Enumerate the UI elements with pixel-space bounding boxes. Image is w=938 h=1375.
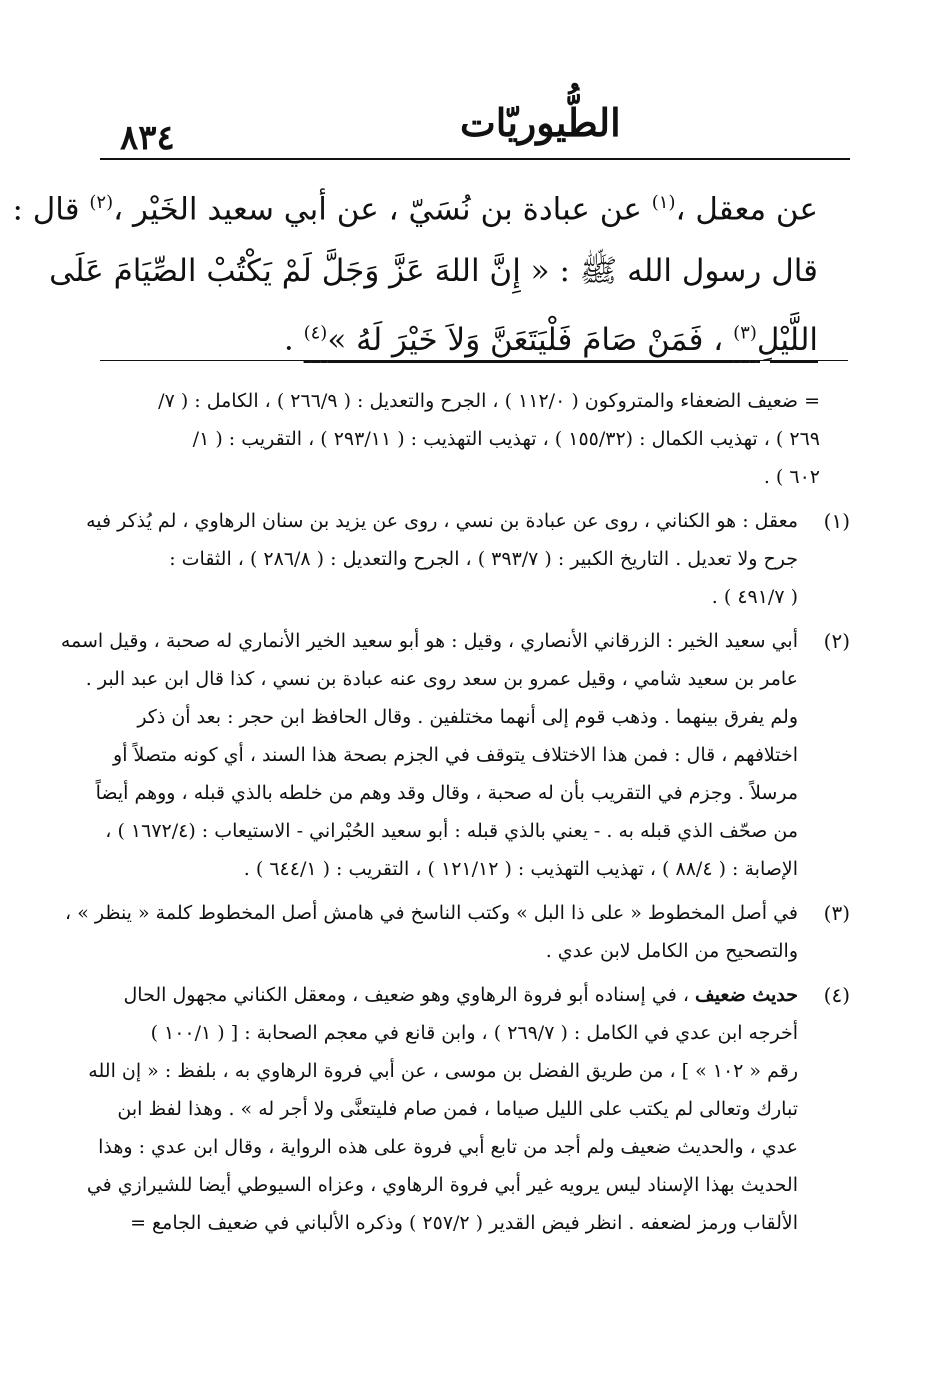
footnote-line: مرسلاً . وجزم في التقريب بأن له صحبة ، وقال وقد وهم من خلطه بالذي قبله ، ووهم أيضاً xyxy=(95,782,798,804)
footnote-line: والتصحيح من الكامل لابن عدي . xyxy=(545,940,798,962)
footnote-line: رقم « ١٠٢ » ] ، من طريق الفضل بن موسى ، عن أبي فروة الرهاوي به ، بلفظ : « إن الله xyxy=(88,1060,798,1082)
footnote-line: في أصل المخطوط « على ذا البل » وكتب الناسخ في هامش أصل المخطوط كلمة « ينظر » ، xyxy=(65,902,798,924)
footnote-line: اختلافهم ، قال : فمن هذا الاختلاف يتوقف في الجزم بصحة هذا السند ، أي كونه متصلاً أو xyxy=(113,744,798,766)
footnote-number: (١) xyxy=(823,509,850,533)
footnote-item xyxy=(86,502,850,616)
footnote-line: أبي سعيد الخير : الزرقاني الأنصاري ، وقيل : هو أبو سعيد الخير الأنماري له صحبة ، وقيل اسمه xyxy=(60,630,798,652)
footnote-item xyxy=(86,976,850,1242)
book-title: الطُّيوريّات xyxy=(460,100,621,145)
footnotes xyxy=(60,382,850,1248)
footnotes-divider xyxy=(100,360,848,361)
footnote-line: حديث ضعيف ، في إسناده أبو فروة الرهاوي وهو ضعيف ، ومعقل الكناني مجهول الحال xyxy=(123,984,798,1006)
footnote-line: الألقاب ورمز لضعفه . انظر فيض القدير ( ٢٥٧/٢ ) وذكره الألباني في ضعيف الجامع = xyxy=(130,1212,798,1234)
footnote-line: ٦٠٢ ) . xyxy=(763,466,820,488)
main-text-line: اللَّيْلِ$^{(٣)}$ ، فَمَنْ صَامَ فَلْيَتَعَنَّ وَلاَ خَيْرَ لَهُ »$^{(٤)}$ . xyxy=(283,321,818,358)
footnote-line: ٢٦٩ ) ، تهذيب الكمال : (١٥٥/٣٢ ) ، تهذيب التهذيب : ( ٢٩٣/١١ ) ، التقريب : ( ١/ xyxy=(192,428,820,450)
footnote-line: عدي ، والحديث ضعيف ولم أجد من تابع أبي فروة على هذه الرواية ، وقال ابن عدي : وهذا xyxy=(98,1136,798,1158)
page-header xyxy=(100,96,850,160)
main-hadith-text xyxy=(12,172,818,371)
footnote-line: أخرجه ابن عدي في الكامل : ( ٢٦٩/٧ ) ، وابن قانع في معجم الصحابة : [ ( ١٠٠/١ ) xyxy=(150,1022,798,1044)
footnote-line: الإصابة : ( ٨٨/٤ ) ، تهذيب التهذيب : ( ١٢١/١٢ ) ، التقريب : ( ٦٤٤/١ ) . xyxy=(243,858,798,880)
footnote-continuation xyxy=(98,382,850,496)
footnote-line: من صحّف الذي قبله به . - يعني بالذي قبله : أبو سعيد الحُبْراني - الاستيعاب : (١٦٧٢/٤ ) ، xyxy=(105,820,798,842)
footnote-item xyxy=(60,622,850,888)
footnote-number: (٣) xyxy=(823,901,850,925)
page-number: ٨٣٤ xyxy=(120,118,175,158)
footnote-line: ولم يفرق بينهما . وذهب قوم إلى أنهما مختلفين . وقال الحافظ ابن حجر : بعد أن ذكر xyxy=(137,706,798,728)
footnote-line: = ضعيف الضعفاء والمتروكون ( ١١٢/٠ ) ، الجرح والتعديل : ( ٢٦٦/٩ ) ، الكامل : ( ٧/ xyxy=(158,390,820,412)
main-text-line: قال رسول الله ﷺ : « إِنَّ اللهَ عَزَّ وَجَلَّ لَمْ يَكْتُبْ الصِّيَامَ عَلَى xyxy=(49,253,818,290)
footnote-line: معقل : هو الكناني ، روى عن عبادة بن نسي ، روى عن يزيد بن سنان الرهاوي ، لم يُذكر فيه xyxy=(86,510,798,532)
footnote-line: ( ٤٩١/٧ ) . xyxy=(711,586,798,608)
footnote-line: الحديث بهذا الإسناد ليس يرويه غير أبي فروة الرهاوي ، وعزاه السيوطي أيضا للشيرازي في xyxy=(86,1174,798,1196)
footnote-number: (٤) xyxy=(823,983,850,1007)
footnote-lead: حديث ضعيف xyxy=(695,984,798,1006)
footnote-line: تبارك وتعالى لم يكتب على الليل صياما ، فمن صام فليتعنَّى ولا أجر له » . وهذا لفظ ابن xyxy=(117,1098,798,1120)
footnote-line: جرح ولا تعديل . التاريخ الكبير : ( ٣٩٣/٧ ) ، الجرح والتعديل : ( ٢٨٦/٨ ) ، الثقات : xyxy=(169,548,798,570)
footnote-item xyxy=(65,894,850,970)
footnote-line: عامر بن سعيد شامي ، وقيل عمرو بن سعد روى عنه عبادة بن نسي ، كذا قال ابن عبد البر . xyxy=(85,668,798,690)
main-text-line: عن معقل ،$^{(١)}$ عن عبادة بن نُسَيّ ، عن أبي سعيد الخَيْر ،$^{(٢)}$ قال : xyxy=(12,191,818,228)
footnote-number: (٢) xyxy=(823,629,850,653)
